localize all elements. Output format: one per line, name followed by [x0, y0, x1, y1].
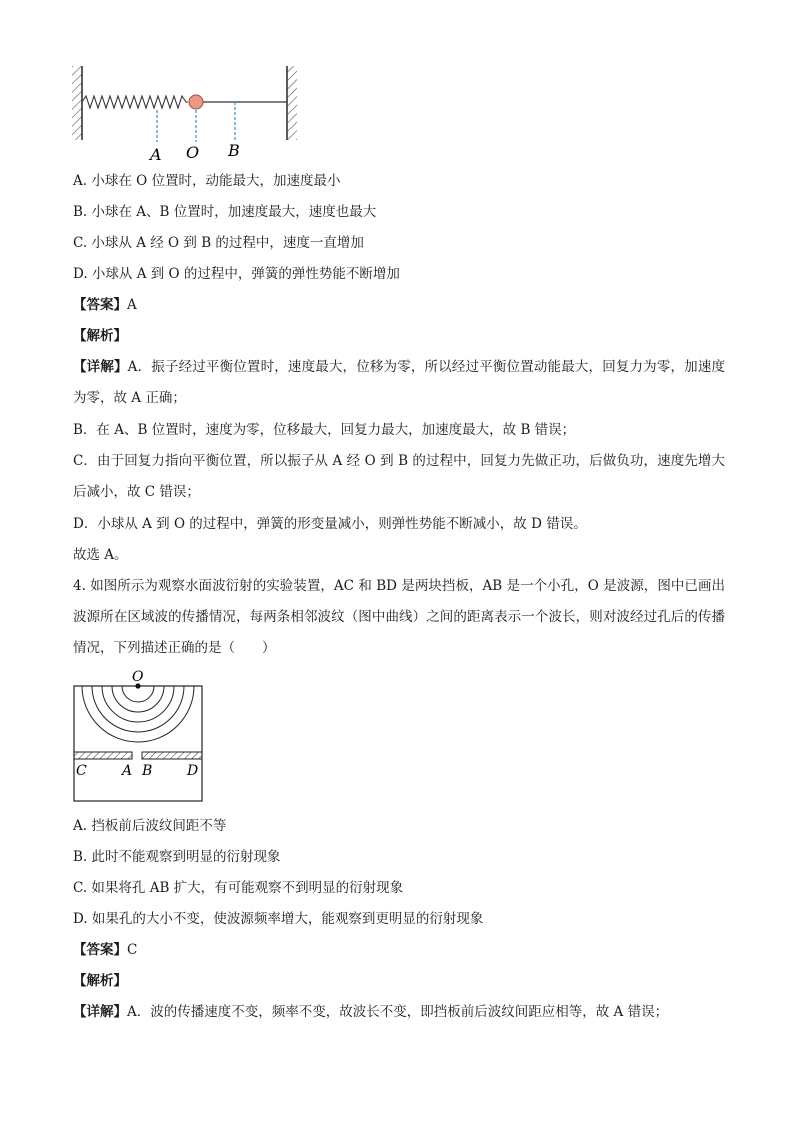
tank-outline	[74, 686, 202, 801]
q3-conclusion: 故选 A。	[73, 547, 128, 563]
q4-answer-tag: 【答案】	[73, 942, 127, 958]
q4-answer-value: C	[127, 942, 138, 958]
q3-detail-b: B．在 A、B 位置时，速度为零，位移最大，回复力最大，加速度最大，故 B 错误；	[73, 422, 576, 438]
wave-diffraction-figure	[70, 668, 206, 804]
label-d: D	[187, 763, 199, 779]
q3-option-b: B. 小球在 A、B 位置时，加速度最大，速度也最大	[73, 204, 377, 220]
wave-fronts	[82, 686, 194, 742]
spring	[82, 96, 188, 108]
left-wall-hatch	[72, 66, 82, 140]
q4-option-d: D. 如果孔的大小不变，使波源频率增大，能观察到更明显的衍射现象	[73, 911, 484, 927]
q4-detail-a	[73, 1001, 668, 1023]
ball	[189, 95, 203, 109]
q3-detail-c: C．由于回复力指向平衡位置，所以振子从 A 经 O 到 B 的过程中，回复力先做正功，后做负功，速度先增大后减小，故 C 错误；	[73, 453, 725, 500]
q3-detail-a-text: A．振子经过平衡位置时，速度最大，位移为零，所以经过平衡位置动能最大，回复力为零，加速度为零，故 A 正确；	[73, 359, 726, 406]
q3-answer	[73, 294, 137, 316]
q3-option-d: D. 小球从 A 到 O 的过程中，弹簧的弹性势能不断增加	[73, 266, 400, 282]
q4-detail-tag: 【详解】	[73, 1004, 127, 1020]
q3-analysis-tag: 【解析】	[73, 328, 127, 344]
q3-option-c: C. 小球从 A 经 O 到 B 的过程中，速度一直增加	[73, 235, 364, 251]
q3-answer-tag: 【答案】	[73, 297, 127, 313]
q4-answer	[73, 939, 137, 961]
q4-option-a: A. 挡板前后波纹间距不等	[73, 818, 227, 834]
q3-detail-tag: 【详解】	[73, 359, 128, 375]
barrier-bd	[142, 752, 202, 759]
q3-detail-d: D．小球从 A 到 O 的过程中，弹簧的形变量减小，则弹性势能不断减小，故 D 错误。	[73, 516, 587, 532]
q4-option-c: C. 如果将孔 AB 扩大，有可能观察不到明显的衍射现象	[73, 880, 404, 896]
label-c: C	[76, 763, 87, 779]
spring-oscillator-figure	[68, 62, 308, 166]
label-b: B	[228, 141, 240, 160]
q3-answer-value: A	[127, 297, 137, 313]
label-o: O	[186, 143, 200, 162]
label-o: O	[132, 669, 144, 685]
q4-option-b: B. 此时不能观察到明显的衍射现象	[73, 849, 281, 865]
q4-stem: 4. 如图所示为观察水面波衍射的实验装置，AC 和 BD 是两块挡板，AB 是一个小孔，O 是波源，图中已画出波源所在区域波的传播情况，每两条相邻波纹（图中曲线）之间的距离表示一个波长，则对波经过孔后的传播情况，下列描述正确的是（ ）	[73, 578, 725, 656]
barrier-ac	[74, 752, 132, 759]
label-a: A	[122, 763, 133, 779]
q4-analysis-tag: 【解析】	[73, 973, 127, 989]
q3-option-a: A. 小球在 O 位置时，动能最大，加速度最小	[73, 173, 341, 189]
right-wall-hatch	[287, 66, 297, 140]
q4-detail-a-text: A．波的传播速度不变，频率不变，故波长不变，即挡板前后波纹间距应相等，故 A 错误；	[127, 1004, 669, 1020]
q3-detail-a	[73, 352, 725, 414]
label-a: A	[150, 145, 162, 164]
label-b: B	[142, 763, 153, 779]
